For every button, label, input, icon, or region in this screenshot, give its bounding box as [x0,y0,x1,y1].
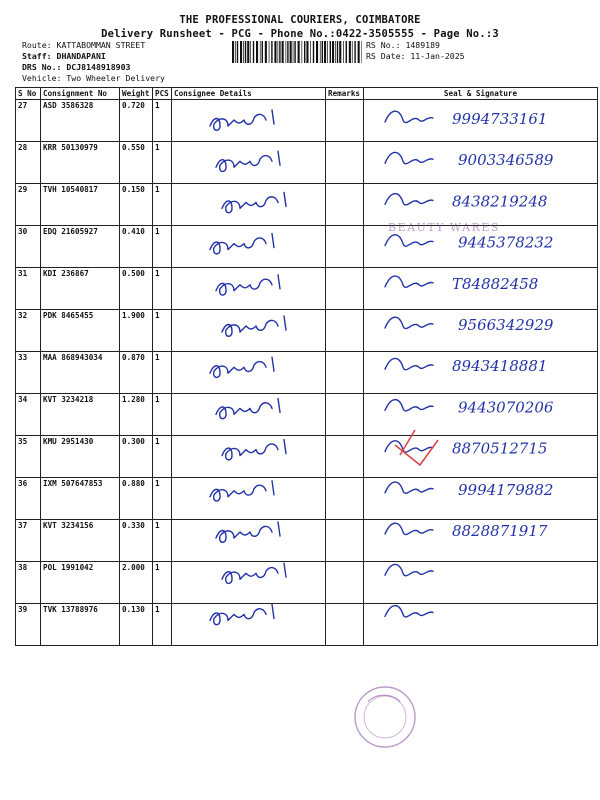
cell-consignee [172,394,326,436]
cell-weight: 0.500 [120,268,153,310]
table-row [16,142,598,184]
cell-remarks [326,352,364,394]
cell-pcs: 1 [153,268,172,310]
cell-pcs: 1 [153,100,172,142]
staff-line: Staff: DHANDAPANI [22,51,106,61]
cell-weight: 2.000 [120,562,153,604]
cell-remarks [326,478,364,520]
staff-value: DHANDAPANI [56,51,106,61]
phone-handwriting: 8943418881 [452,357,548,376]
cell-sno: 29 [16,184,41,226]
cell-consignment: PDK 8465455 [41,310,120,352]
cell-weight: 0.720 [120,100,153,142]
cell-sno: 39 [16,604,41,646]
rs-date-line: RS Date: 11-Jan-2025 [366,51,465,61]
cell-consignee [172,100,326,142]
cell-signature [364,100,598,142]
cell-remarks [326,436,364,478]
cell-signature [364,562,598,604]
cell-remarks [326,184,364,226]
cell-remarks [326,604,364,646]
cell-weight: 0.150 [120,184,153,226]
cell-pcs: 1 [153,142,172,184]
cell-consignment: ASD 3586328 [41,100,120,142]
cell-weight: 0.130 [120,604,153,646]
cell-sno: 32 [16,310,41,352]
phone-handwriting: 9443070206 [458,398,554,417]
cell-weight: 0.300 [120,436,153,478]
cell-pcs: 1 [153,352,172,394]
phone-handwriting: 8438219248 [452,192,548,211]
header-consignee: Consignee Details [172,88,326,100]
vehicle-value: Two Wheeler Delivery [66,73,165,83]
header-pcs: PCS [153,88,172,100]
phone-handwriting: 8828871917 [452,522,548,540]
cell-consignee [172,226,326,268]
cell-consignee [172,184,326,226]
phone-handwriting: 9994179882 [458,480,554,499]
cell-remarks [326,310,364,352]
header-consignment: Consignment No [41,88,120,100]
cell-signature [364,226,598,268]
table-row [16,604,598,646]
cell-signature [364,352,598,394]
cell-sno: 34 [16,394,41,436]
cell-consignee [172,520,326,562]
cell-sno: 33 [16,352,41,394]
cell-sno: 28 [16,142,41,184]
cell-remarks [326,226,364,268]
runsheet-subtitle: Delivery Runsheet - PCG - Phone No.:0422-3505555 - Page No.:3 [101,28,499,40]
cell-signature [364,142,598,184]
cell-signature [364,520,598,562]
cell-signature [364,394,598,436]
header-remarks: Remarks [326,88,364,100]
round-stamp [350,682,420,752]
cell-consignee [172,310,326,352]
cell-remarks [326,394,364,436]
cell-consignee [172,478,326,520]
cell-pcs: 1 [153,226,172,268]
vehicle-line: Vehicle: Two Wheeler Delivery [22,73,165,83]
cell-weight: 0.550 [120,142,153,184]
cell-sno: 36 [16,478,41,520]
table-row [16,310,598,352]
phone-handwriting: T84882458 [452,274,539,293]
cell-sno: 35 [16,436,41,478]
cell-consignment: TVK 13788976 [41,604,120,646]
cell-weight: 1.280 [120,394,153,436]
cell-remarks [326,520,364,562]
phone-handwriting: 9994733161 [452,110,548,128]
table-row [16,352,598,394]
phone-handwriting: 9003346589 [458,151,554,170]
header-weight: Weight [120,88,153,100]
cell-consignment: MAA 868943034 [41,352,120,394]
table-row [16,562,598,604]
cell-consignee [172,436,326,478]
meta-right [366,40,465,62]
rs-no-line: RS No.: 1489189 [366,40,440,50]
cell-pcs: 1 [153,436,172,478]
table-row [16,394,598,436]
cell-consignment: KMU 2951430 [41,436,120,478]
table-row [16,100,598,142]
route-line: Route: KATTABOMMAN STREET [22,40,146,50]
cell-pcs: 1 [153,394,172,436]
cell-consignment: IXM 507647853 [41,478,120,520]
header-signature: Seal & Signature [364,88,598,100]
cell-consignee [172,352,326,394]
cell-pcs: 1 [153,184,172,226]
cell-signature [364,184,598,226]
cell-consignee [172,142,326,184]
cell-consignee [172,604,326,646]
phone-handwriting: 9445378232 [458,233,554,252]
table-row [16,478,598,520]
cell-signature [364,268,598,310]
cell-remarks [326,268,364,310]
phone-handwriting: 9566342929 [458,316,554,334]
drs-line: DRS No.: DCJ8148918903 [22,62,131,72]
meta-left [22,40,165,84]
cell-consignment: KVT 3234218 [41,394,120,436]
table-row [16,520,598,562]
cell-weight: 0.870 [120,352,153,394]
table-row [16,436,598,478]
table-row [16,268,598,310]
cell-weight: 0.330 [120,520,153,562]
cell-weight: 0.880 [120,478,153,520]
cell-sno: 38 [16,562,41,604]
rs-no-value: 1489189 [405,40,440,50]
cell-consignment: KRR 50130979 [41,142,120,184]
cell-consignee [172,268,326,310]
cell-sno: 27 [16,100,41,142]
rs-date-value: 11-Jan-2025 [410,51,465,61]
cell-remarks [326,562,364,604]
drs-value: DCJ8148918903 [66,62,131,72]
cell-remarks [326,100,364,142]
delivery-table [15,87,598,646]
phone-handwriting: 8870512715 [452,439,548,458]
cell-pcs: 1 [153,562,172,604]
cell-signature [364,478,598,520]
company-title: THE PROFESSIONAL COURIERS, COIMBATORE [179,14,421,26]
stamp-text: BEAUTY WARES [388,221,500,234]
cell-consignment: EDQ 21605927 [41,226,120,268]
table-row [16,184,598,226]
cell-sno: 37 [16,520,41,562]
cell-pcs: 1 [153,520,172,562]
table-header-row [16,88,598,100]
barcode-image [232,41,362,63]
table-row [16,226,598,268]
cell-consignee [172,562,326,604]
route-value: KATTABOMMAN STREET [56,40,146,50]
cell-pcs: 1 [153,310,172,352]
header-sno: S No [16,88,41,100]
cell-pcs: 1 [153,478,172,520]
cell-weight: 0.410 [120,226,153,268]
cell-sno: 30 [16,226,41,268]
cell-pcs: 1 [153,604,172,646]
cell-consignment: TVH 10540817 [41,184,120,226]
cell-signature [364,436,598,478]
cell-weight: 1.900 [120,310,153,352]
cell-consignment: KDI 236867 [41,268,120,310]
cell-remarks [326,142,364,184]
cell-consignment: KVT 3234156 [41,520,120,562]
cell-signature [364,604,598,646]
cell-signature [364,310,598,352]
cell-consignment: POL 1991042 [41,562,120,604]
cell-sno: 31 [16,268,41,310]
